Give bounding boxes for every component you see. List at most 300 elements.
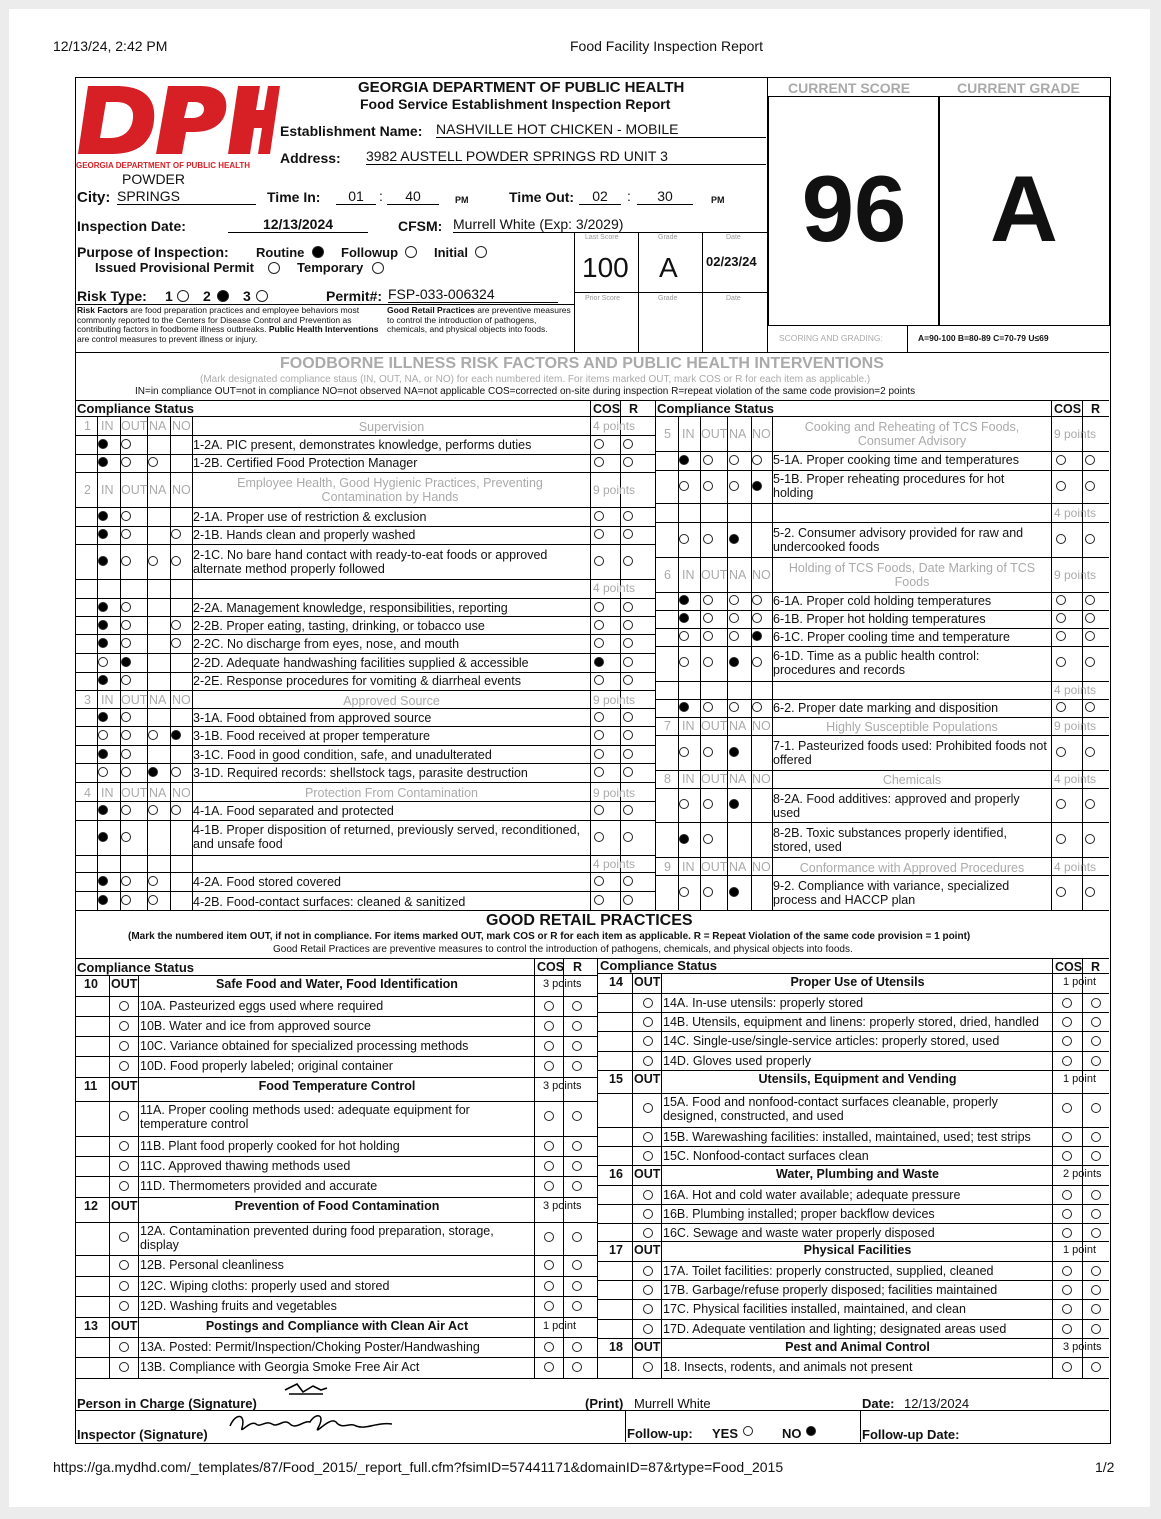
grp-cos-radio[interactable]: [1062, 1266, 1072, 1276]
grp-out-radio[interactable]: [643, 998, 653, 1008]
rf-status-radio[interactable]: [729, 455, 739, 465]
rf-status-radio[interactable]: [679, 455, 689, 465]
rf-status-radio[interactable]: [752, 455, 762, 465]
grp-cos-radio[interactable]: [1062, 1056, 1072, 1066]
grp-repeat-radio[interactable]: [572, 1362, 582, 1372]
grp-repeat-radio[interactable]: [1091, 1056, 1101, 1066]
rf-repeat-radio[interactable]: [623, 730, 633, 740]
rf-status-radio[interactable]: [121, 876, 131, 886]
rf-status-radio[interactable]: [729, 481, 739, 491]
rf-repeat-radio[interactable]: [1085, 702, 1095, 712]
grp-repeat-radio[interactable]: [1091, 1304, 1101, 1314]
rf-status-radio[interactable]: [679, 887, 689, 897]
sec2-points: 9 points: [593, 483, 636, 497]
rf-status-radio[interactable]: [121, 712, 131, 722]
grp-cos-radio[interactable]: [544, 1111, 554, 1121]
rf-status-radio[interactable]: [729, 799, 739, 809]
purpose-initial-radio[interactable]: [475, 246, 487, 258]
rf-status-radio[interactable]: [703, 595, 713, 605]
sec2-out: OUT: [121, 483, 148, 497]
rf-status-radio[interactable]: [729, 534, 739, 544]
grp-repeat-radio[interactable]: [1091, 1151, 1101, 1161]
grp-cos-radio[interactable]: [1062, 1362, 1072, 1372]
rf-8-2a: 8-2A. Food additives: approved and properly used: [773, 792, 1020, 820]
sec3-in: IN: [101, 693, 114, 707]
grp-out-radio[interactable]: [119, 1232, 129, 1242]
rf-status-radio[interactable]: [121, 439, 131, 449]
rf-status-radio[interactable]: [729, 702, 739, 712]
grp-item-i14b: 14B. Utensils, equipment and linens: properly stored, dried, handled: [663, 1015, 1039, 1029]
rf-cos-radio[interactable]: [594, 832, 604, 842]
rf-status-radio[interactable]: [703, 702, 713, 712]
rf-repeat-radio[interactable]: [623, 602, 633, 612]
sec5-out: OUT: [701, 427, 728, 441]
rf-repeat-radio[interactable]: [623, 895, 633, 905]
rf-status-radio[interactable]: [679, 631, 689, 641]
grp-repeat-radio[interactable]: [1091, 1324, 1101, 1334]
rf-cos-radio[interactable]: [1056, 455, 1066, 465]
risk-factors-note: Risk Factors are food preparation practices and employee behaviors most commonly reported to the Centers for Disease Control and Prevention as contributing factors in foodborne illness outbreaks. Public Health Interventions are control measures to prevent illness or injury.: [77, 305, 379, 344]
grp-cos-radio[interactable]: [1062, 1017, 1072, 1027]
grp-out-radio[interactable]: [119, 1021, 129, 1031]
grp-cos-radio[interactable]: [1062, 1285, 1072, 1295]
rf-repeat-radio[interactable]: [623, 657, 633, 667]
grp-repeat-radio[interactable]: [572, 1342, 582, 1352]
grp-cos-radio[interactable]: [1062, 1036, 1072, 1046]
last-score-label: Last Score: [585, 234, 619, 241]
grp-out-radio[interactable]: [119, 1301, 129, 1311]
rf-status-radio[interactable]: [171, 638, 181, 648]
grp-cos-radio[interactable]: [1062, 1190, 1072, 1200]
address-value: 3982 AUSTELL POWDER SPRINGS RD UNIT 3: [366, 148, 766, 165]
rf-cos-radio[interactable]: [1056, 613, 1066, 623]
rf-status-radio[interactable]: [98, 457, 108, 467]
purpose-temporary-radio[interactable]: [372, 262, 384, 274]
rf-status-radio[interactable]: [98, 657, 108, 667]
grp-repeat-radio[interactable]: [572, 1041, 582, 1051]
followup-no-radio[interactable]: [806, 1426, 816, 1436]
grp-item-i14a: 14A. In-use utensils: properly stored: [663, 996, 864, 1010]
grp-repeat-radio[interactable]: [1091, 1103, 1101, 1113]
followup-yes-radio[interactable]: [743, 1426, 753, 1436]
rf-status-radio[interactable]: [98, 712, 108, 722]
rf-status-radio[interactable]: [679, 747, 689, 757]
rf-repeat-radio[interactable]: [623, 439, 633, 449]
rf-cos-radio[interactable]: [594, 602, 604, 612]
risk-3-radio[interactable]: [256, 290, 268, 302]
rf-status-radio[interactable]: [703, 799, 713, 809]
rf-status-radio[interactable]: [729, 631, 739, 641]
rf-status-radio[interactable]: [679, 595, 689, 605]
rf-status-radio[interactable]: [121, 730, 131, 740]
rf-status-radio[interactable]: [679, 534, 689, 544]
grp-item-i15c: 15C. Nonfood-contact surfaces clean: [663, 1149, 869, 1163]
rf-4-2a: 4-2A. Food stored covered: [193, 875, 341, 889]
grp-out-radio[interactable]: [643, 1017, 653, 1027]
time-in-hour: 01: [336, 188, 376, 205]
rf-status-radio[interactable]: [121, 767, 131, 777]
rf-cos-radio[interactable]: [594, 657, 604, 667]
rf-7-1: 7-1. Pasteurized foods used: Prohibited foods not offered: [773, 739, 1047, 767]
grp-cos-radio[interactable]: [544, 1041, 554, 1051]
grp-section-title: Safe Food and Water, Food Identification: [216, 977, 458, 991]
rf-cos-radio[interactable]: [594, 457, 604, 467]
rf-repeat-radio[interactable]: [623, 876, 633, 886]
print-label: (Print): [585, 1396, 624, 1411]
rf-2-2c: 2-2C. No discharge from eyes, nose, and mouth: [193, 637, 460, 651]
grp-out-radio[interactable]: [119, 1141, 129, 1151]
grp-cos-radio[interactable]: [544, 1281, 554, 1291]
rf-status-radio[interactable]: [703, 534, 713, 544]
rf-cos-radio[interactable]: [594, 439, 604, 449]
rf-cos-radio[interactable]: [594, 638, 604, 648]
rf-status-radio[interactable]: [121, 749, 131, 759]
grp-cos-radio[interactable]: [544, 1001, 554, 1011]
rf-cos-radio[interactable]: [594, 529, 604, 539]
rf-status-radio[interactable]: [729, 747, 739, 757]
grp-repeat-radio[interactable]: [572, 1001, 582, 1011]
purpose-followup-radio[interactable]: [405, 246, 417, 258]
grp-out-radio[interactable]: [643, 1151, 653, 1161]
rf-status-radio[interactable]: [98, 767, 108, 777]
rf-cos-radio[interactable]: [1056, 702, 1066, 712]
rf-repeat-radio[interactable]: [623, 457, 633, 467]
rf-status-radio[interactable]: [729, 657, 739, 667]
rf-cos-radio[interactable]: [594, 749, 604, 759]
rf-1-2a: 1-2A. PIC present, demonstrates knowledge, performs duties: [193, 438, 532, 452]
rf-repeat-radio[interactable]: [623, 620, 633, 630]
rf-status-radio[interactable]: [148, 556, 158, 566]
rf-repeat-radio[interactable]: [1085, 799, 1095, 809]
rf-status-radio[interactable]: [679, 799, 689, 809]
rf-status-radio[interactable]: [121, 529, 131, 539]
rf-cos-radio[interactable]: [1056, 799, 1066, 809]
grp-cos-radio[interactable]: [1062, 1132, 1072, 1142]
grp-section-title: Water, Plumbing and Waste: [776, 1167, 939, 1181]
rf-repeat-radio[interactable]: [1085, 595, 1095, 605]
grp-repeat-radio[interactable]: [1091, 1190, 1101, 1200]
rf-status-radio[interactable]: [171, 730, 181, 740]
grp-out-radio[interactable]: [643, 1132, 653, 1142]
prior-grade-label: Grade: [658, 295, 678, 302]
rf-status-radio[interactable]: [121, 511, 131, 521]
grp-repeat-radio[interactable]: [572, 1021, 582, 1031]
grp-out-radio[interactable]: [119, 1260, 129, 1270]
rf-repeat-radio[interactable]: [623, 675, 633, 685]
rf-status-radio[interactable]: [703, 613, 713, 623]
rf-status-radio[interactable]: [729, 887, 739, 897]
rf-cos-radio[interactable]: [594, 620, 604, 630]
rf-cos-radio[interactable]: [1056, 481, 1066, 491]
rf-status-radio[interactable]: [121, 620, 131, 630]
grp-cos-radio[interactable]: [544, 1260, 554, 1270]
rf-status-radio[interactable]: [703, 747, 713, 757]
sec2-number: 2: [84, 483, 91, 497]
rf-repeat-radio[interactable]: [1085, 455, 1095, 465]
grp-cos-radio[interactable]: [544, 1342, 554, 1352]
grp-out-radio[interactable]: [643, 1190, 653, 1200]
rf-status-radio[interactable]: [703, 481, 713, 491]
rf-status-radio[interactable]: [752, 595, 762, 605]
rf-status-radio[interactable]: [703, 657, 713, 667]
rf-repeat-radio[interactable]: [623, 805, 633, 815]
grp-cos-radio[interactable]: [1062, 1151, 1072, 1161]
sec3-na: NA: [149, 693, 167, 707]
rf-status-radio[interactable]: [729, 613, 739, 623]
grp-repeat-radio[interactable]: [572, 1181, 582, 1191]
rf-cos-radio[interactable]: [1056, 595, 1066, 605]
rf-status-radio[interactable]: [679, 702, 689, 712]
rf-status-radio[interactable]: [121, 895, 131, 905]
rf-cos-radio[interactable]: [594, 712, 604, 722]
rf-repeat-radio[interactable]: [1085, 834, 1095, 844]
grp-repeat-radio[interactable]: [572, 1141, 582, 1151]
rf-repeat-radio[interactable]: [623, 638, 633, 648]
rf-status-radio[interactable]: [679, 834, 689, 844]
grp-item-i10a: 10A. Pasteurized eggs used where required: [140, 999, 384, 1013]
current-grade-label: CURRENT GRADE: [957, 80, 1080, 96]
rf-cos-radio[interactable]: [594, 556, 604, 566]
sec1-in: IN: [101, 419, 114, 433]
rf-status-radio[interactable]: [98, 805, 108, 815]
grp-out-radio[interactable]: [119, 1161, 129, 1171]
sec1-na: NA: [149, 419, 167, 433]
rf-status-radio[interactable]: [98, 895, 108, 905]
grp-cos-radio[interactable]: [1062, 1304, 1072, 1314]
grp-item-i15a: 15A. Food and nonfood-contact surfaces cleanable, properly designed, constructed, and used: [663, 1095, 998, 1123]
grp-cos-radio[interactable]: [544, 1141, 554, 1151]
grp-out-radio[interactable]: [643, 1304, 653, 1314]
rf-status-radio[interactable]: [121, 602, 131, 612]
rf-repeat-radio[interactable]: [623, 832, 633, 842]
grp-repeat-radio[interactable]: [572, 1281, 582, 1291]
grp-out-radio[interactable]: [643, 1036, 653, 1046]
grp-repeat-radio[interactable]: [1091, 1266, 1101, 1276]
grp-repeat-radio[interactable]: [572, 1260, 582, 1270]
rf-status-radio[interactable]: [121, 805, 131, 815]
rf-cos-radio[interactable]: [594, 895, 604, 905]
sec6-na: NA: [729, 568, 747, 582]
grp-repeat-radio[interactable]: [1091, 1017, 1101, 1027]
rf-cos-radio[interactable]: [594, 730, 604, 740]
rf-status-radio[interactable]: [98, 620, 108, 630]
purpose-provisional-radio[interactable]: [268, 262, 280, 274]
rf-status-radio[interactable]: [148, 895, 158, 905]
grp-repeat-radio[interactable]: [572, 1232, 582, 1242]
rf-repeat-radio[interactable]: [1085, 534, 1095, 544]
grp-repeat-radio[interactable]: [1091, 1362, 1101, 1372]
sec8-out: OUT: [701, 772, 728, 786]
grp-out-radio[interactable]: [643, 1103, 653, 1113]
rf-status-radio[interactable]: [121, 638, 131, 648]
rf-status-radio[interactable]: [121, 556, 131, 566]
grp-repeat-radio[interactable]: [572, 1301, 582, 1311]
sec9-number: 9: [664, 860, 671, 874]
city-value: SPRINGS: [117, 188, 256, 205]
rf-status-radio[interactable]: [752, 481, 762, 491]
grp-repeat-radio[interactable]: [1091, 1132, 1101, 1142]
rf-status-radio[interactable]: [98, 556, 108, 566]
grp-repeat-radio[interactable]: [1091, 1209, 1101, 1219]
rf-repeat-radio[interactable]: [623, 529, 633, 539]
rf-status-radio[interactable]: [121, 457, 131, 467]
grp-repeat-radio[interactable]: [1091, 1228, 1101, 1238]
rf-cos-radio[interactable]: [1056, 834, 1066, 844]
grp-repeat-radio[interactable]: [1091, 1036, 1101, 1046]
rf-status-radio[interactable]: [729, 595, 739, 605]
rf-status-radio[interactable]: [171, 767, 181, 777]
sec6-out: OUT: [701, 568, 728, 582]
risk-2-radio[interactable]: [217, 290, 229, 302]
grp-out-radio[interactable]: [119, 1111, 129, 1121]
grp-out-radio[interactable]: [643, 1266, 653, 1276]
rf-repeat-radio[interactable]: [1085, 613, 1095, 623]
rf-status-radio[interactable]: [148, 767, 158, 777]
rf-repeat-radio[interactable]: [1085, 657, 1095, 667]
rf-status-radio[interactable]: [148, 730, 158, 740]
rf-status-radio[interactable]: [98, 730, 108, 740]
grp-out-radio[interactable]: [643, 1285, 653, 1295]
rf-cos-radio[interactable]: [594, 805, 604, 815]
rf-status-radio[interactable]: [703, 834, 713, 844]
rf-status-radio[interactable]: [148, 876, 158, 886]
grp-out-header: OUT: [634, 1340, 661, 1354]
grp-repeat-radio[interactable]: [572, 1111, 582, 1121]
grp-cos-radio[interactable]: [544, 1021, 554, 1031]
rf-cos-radio[interactable]: [1056, 747, 1066, 757]
rf-status-radio[interactable]: [752, 702, 762, 712]
rf-status-radio[interactable]: [679, 481, 689, 491]
grp-out-radio[interactable]: [119, 1041, 129, 1051]
grp-out-radio[interactable]: [119, 1001, 129, 1011]
print-url[interactable]: https://ga.mydhd.com/_templates/87/Food_2015/_report_full.cfm?fsimID=57441171&domainID=87&rtype=Food_2015: [53, 1459, 784, 1475]
rf-status-radio[interactable]: [121, 832, 131, 842]
grp-item-i14c: 14C. Single-use/single-service articles: properly stored, used: [663, 1034, 1000, 1048]
rf-cos-radio[interactable]: [1056, 887, 1066, 897]
rf-status-radio[interactable]: [98, 832, 108, 842]
grp-out-radio[interactable]: [119, 1362, 129, 1372]
grp-out-radio[interactable]: [119, 1061, 129, 1071]
rf-status-radio[interactable]: [148, 805, 158, 815]
grp-out-radio[interactable]: [119, 1281, 129, 1291]
purpose-routine-radio[interactable]: [312, 246, 324, 258]
grp-cos-radio[interactable]: [544, 1301, 554, 1311]
grp-repeat-radio[interactable]: [1091, 998, 1101, 1008]
rf-cos-radio[interactable]: [1056, 631, 1066, 641]
rf-cos-radio[interactable]: [1056, 657, 1066, 667]
grp-cos-radio[interactable]: [1062, 1103, 1072, 1113]
rf-status-radio[interactable]: [171, 556, 181, 566]
grp-repeat-radio[interactable]: [1091, 1285, 1101, 1295]
rf-status-radio[interactable]: [703, 455, 713, 465]
rf-status-radio[interactable]: [752, 657, 762, 667]
rf-status-radio[interactable]: [98, 876, 108, 886]
rf-repeat-radio[interactable]: [623, 749, 633, 759]
rf-cos-radio[interactable]: [594, 511, 604, 521]
grp-out-radio[interactable]: [119, 1342, 129, 1352]
grp-repeat-radio[interactable]: [572, 1161, 582, 1171]
rf-status-radio[interactable]: [98, 602, 108, 612]
rf-repeat-radio[interactable]: [1085, 631, 1095, 641]
rf-status-radio[interactable]: [121, 657, 131, 667]
rf-status-radio[interactable]: [98, 529, 108, 539]
grp-out-radio[interactable]: [643, 1324, 653, 1334]
grp-out-radio[interactable]: [643, 1056, 653, 1066]
grp-cos-radio[interactable]: [544, 1181, 554, 1191]
rf-status-radio[interactable]: [679, 657, 689, 667]
rf-status-radio[interactable]: [752, 631, 762, 641]
grp-item-i14d: 14D. Gloves used properly: [663, 1054, 811, 1068]
grp-cos-radio[interactable]: [544, 1161, 554, 1171]
rf-repeat-radio[interactable]: [623, 511, 633, 521]
rf-6-1c: 6-1C. Proper cooling time and temperature: [773, 630, 1010, 644]
grp-repeat-radio[interactable]: [572, 1061, 582, 1071]
rf-status-radio[interactable]: [121, 675, 131, 685]
grp-section-number: 12: [84, 1199, 98, 1213]
rf-status-radio[interactable]: [171, 529, 181, 539]
rf-repeat-radio[interactable]: [1085, 747, 1095, 757]
risk-1-label: 1: [165, 288, 173, 304]
sec4-title: Protection From Contamination: [305, 786, 478, 800]
grp-cos-radio[interactable]: [1062, 1324, 1072, 1334]
scoring-grading-label: SCORING AND GRADING:: [779, 333, 883, 343]
sec2-title: Employee Health, Good Hygienic Practices, Preventing Contamination by Hands: [237, 476, 543, 504]
grp-out-radio[interactable]: [643, 1228, 653, 1238]
rf-repeat-radio[interactable]: [623, 712, 633, 722]
rf-status-radio[interactable]: [171, 620, 181, 630]
rf-status-radio[interactable]: [171, 805, 181, 815]
rf-status-radio[interactable]: [98, 638, 108, 648]
grp-cos-radio[interactable]: [544, 1061, 554, 1071]
grp-out-radio[interactable]: [643, 1209, 653, 1219]
rf-repeat-radio[interactable]: [1085, 481, 1095, 491]
rf-status-radio[interactable]: [98, 675, 108, 685]
rf-status-radio[interactable]: [148, 457, 158, 467]
rf-repeat-radio[interactable]: [1085, 887, 1095, 897]
rf-status-radio[interactable]: [679, 613, 689, 623]
rf-status-radio[interactable]: [752, 613, 762, 623]
rf-status-radio[interactable]: [98, 511, 108, 521]
risk-1-radio[interactable]: [177, 290, 189, 302]
rf-cos-radio[interactable]: [594, 876, 604, 886]
grp-cos-radio[interactable]: [1062, 998, 1072, 1008]
rf-status-radio[interactable]: [98, 749, 108, 759]
grp-section-points: 1 point: [1063, 1073, 1097, 1085]
grp-item-i11c: 11C. Approved thawing methods used: [140, 1159, 351, 1173]
rf-cos-radio[interactable]: [1056, 534, 1066, 544]
sec7-in: IN: [682, 719, 695, 733]
city-label: City:: [77, 189, 111, 206]
grp-cos-radio[interactable]: [544, 1362, 554, 1372]
grp-cos-radio[interactable]: [1062, 1209, 1072, 1219]
rf-cos-radio[interactable]: [594, 675, 604, 685]
time-in-colon: :: [379, 188, 383, 204]
rf-status-radio[interactable]: [703, 631, 713, 641]
rf-status-radio[interactable]: [703, 887, 713, 897]
grp-cos-radio[interactable]: [1062, 1228, 1072, 1238]
grp-note-top: Good Retail Practices are preventive measures to control the introduction of pathogens, chemicals, and physical objects into foods.: [387, 305, 571, 334]
print-page-number: 1/2: [1095, 1459, 1115, 1475]
rf-right-cos-header: COS: [1054, 402, 1082, 416]
rf-cos-radio[interactable]: [594, 767, 604, 777]
rf-repeat-radio[interactable]: [623, 556, 633, 566]
grp-out-radio[interactable]: [119, 1181, 129, 1191]
grp-cos-radio[interactable]: [544, 1232, 554, 1242]
rf-repeat-radio[interactable]: [623, 767, 633, 777]
rf-status-radio[interactable]: [98, 439, 108, 449]
followup-no-label: NO: [782, 1426, 802, 1441]
grp-out-radio[interactable]: [643, 1362, 653, 1372]
